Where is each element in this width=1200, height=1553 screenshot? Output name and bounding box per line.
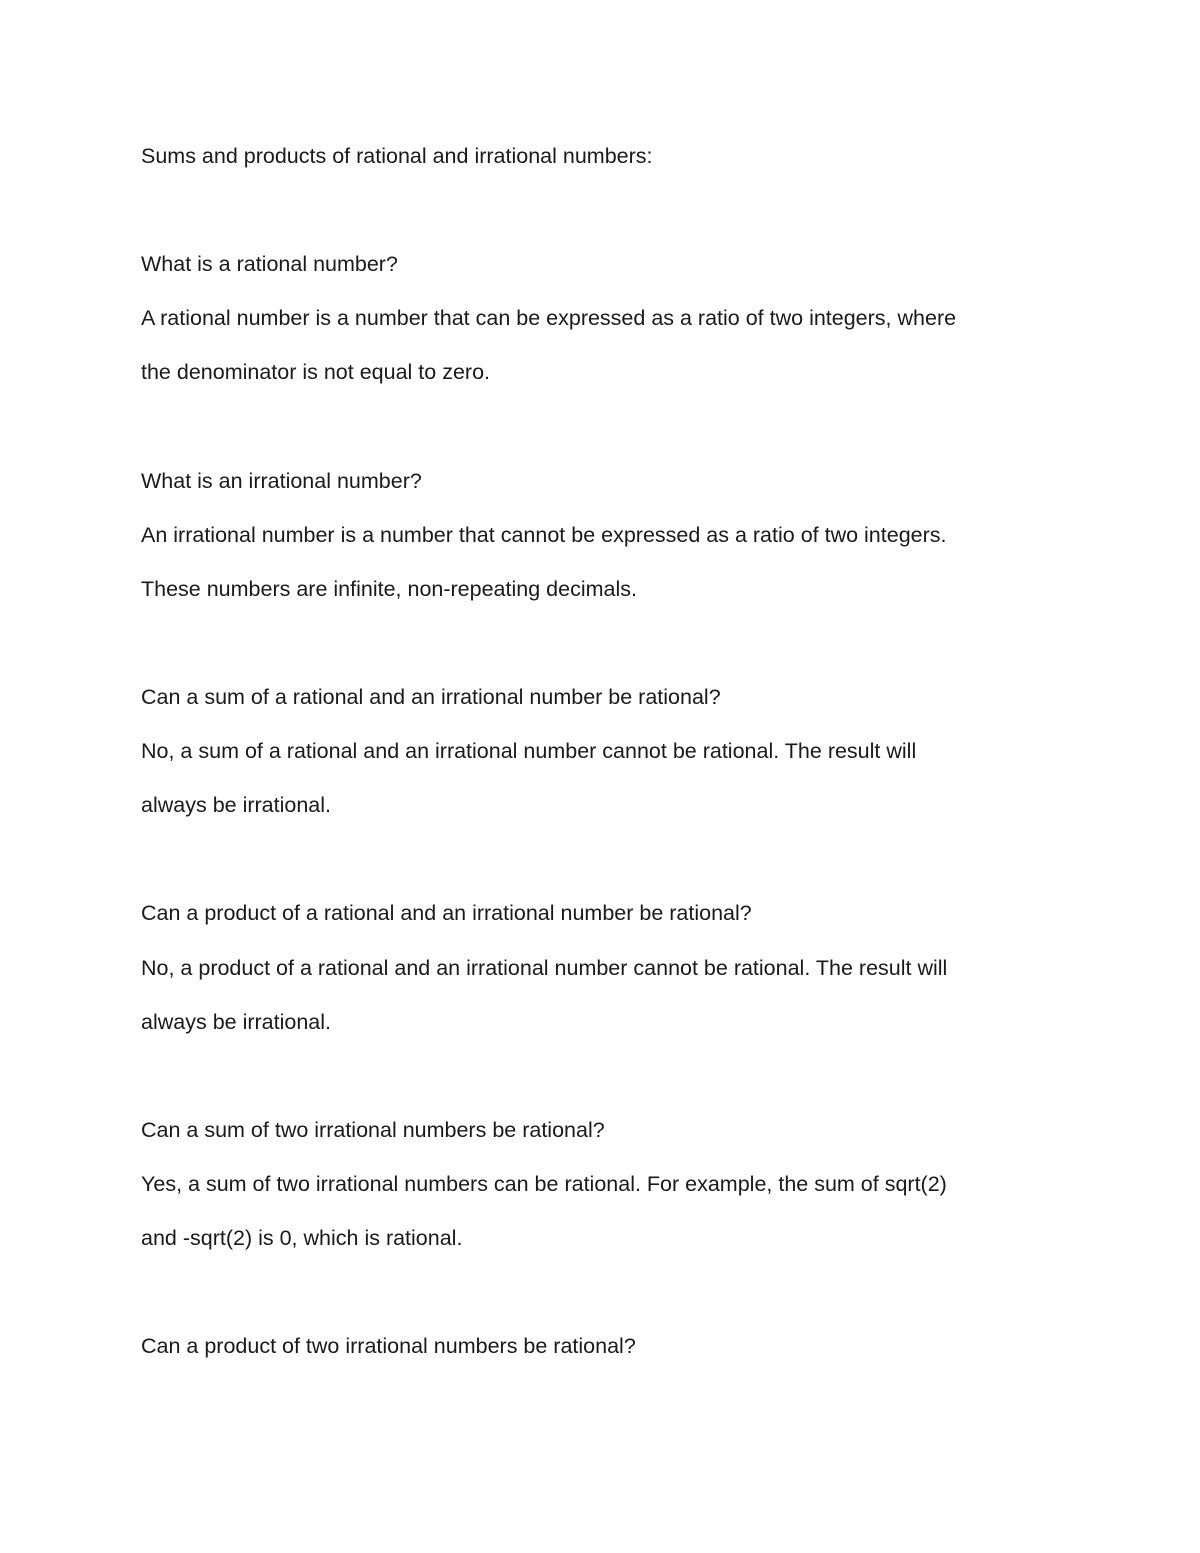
answer-line: An irrational number is a number that cannot be expressed as a ratio of two integers. xyxy=(141,523,947,547)
answer-line: the denominator is not equal to zero. xyxy=(141,360,490,384)
answer-line: No, a product of a rational and an irrational number cannot be rational. The result will xyxy=(141,956,948,980)
answer-line: always be irrational. xyxy=(141,1010,332,1034)
question-product-rational-irrational: Can a product of a rational and an irrational number be rational? xyxy=(141,901,752,925)
question-rational: What is a rational number? xyxy=(141,252,398,276)
answer-line: No, a sum of a rational and an irrational number cannot be rational. The result will xyxy=(141,739,917,763)
answer-line: A rational number is a number that can be expressed as a ratio of two integers, where xyxy=(141,306,957,330)
answer-line: and -sqrt(2) is 0, which is rational. xyxy=(141,1226,463,1250)
question-irrational: What is an irrational number? xyxy=(141,469,422,493)
question-product-two-irrationals: Can a product of two irrational numbers be rational? xyxy=(141,1334,636,1358)
answer-line: These numbers are infinite, non-repeating decimals. xyxy=(141,577,637,601)
document-title: Sums and products of rational and irrational numbers: xyxy=(141,144,653,168)
answer-line: Yes, a sum of two irrational numbers can be rational. For example, the sum of sqrt(2) xyxy=(141,1172,947,1196)
question-sum-two-irrationals: Can a sum of two irrational numbers be rational? xyxy=(141,1118,605,1142)
question-sum-rational-irrational: Can a sum of a rational and an irrational number be rational? xyxy=(141,685,721,709)
answer-line: always be irrational. xyxy=(141,793,332,817)
